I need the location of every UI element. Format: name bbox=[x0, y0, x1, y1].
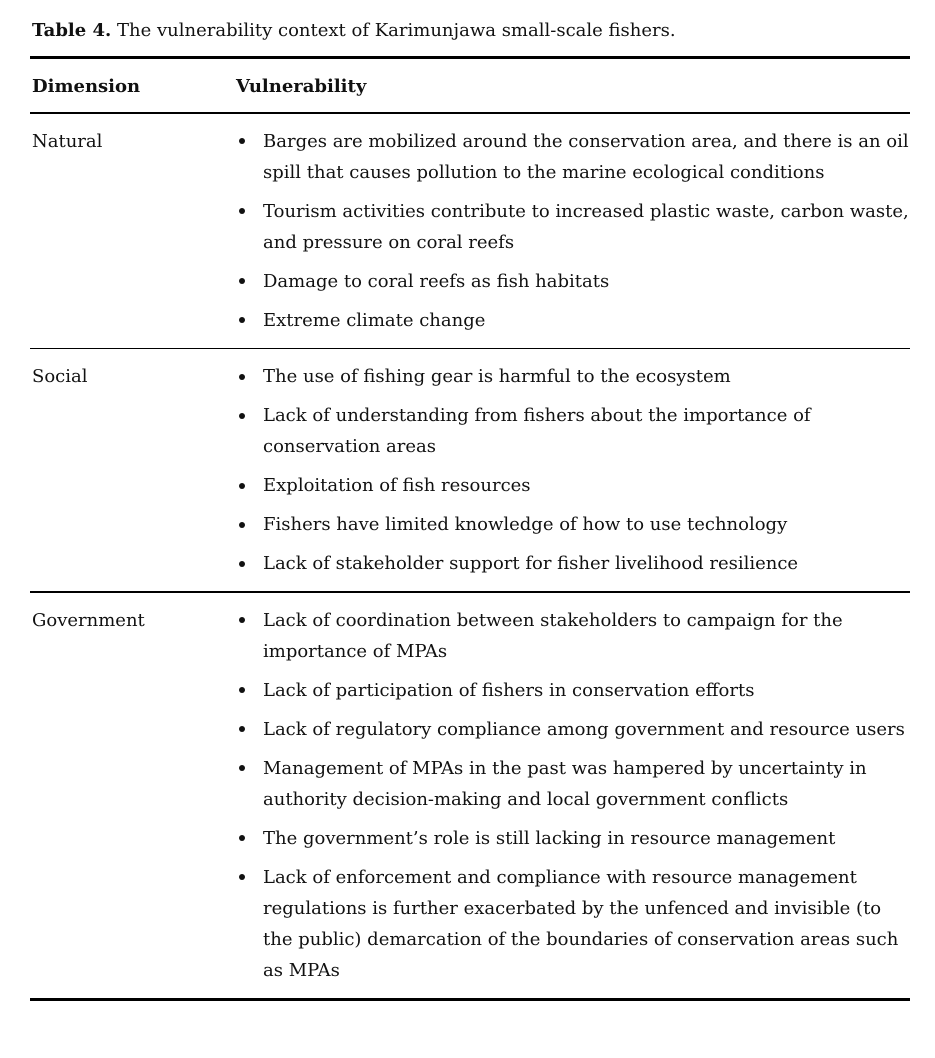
dimension-label-social: Social bbox=[32, 366, 88, 387]
list-item bbox=[236, 400, 910, 462]
column-header-vulnerability: Vulnerability bbox=[236, 76, 367, 97]
bullet-icon bbox=[239, 617, 245, 623]
vulnerability-list-social bbox=[236, 361, 910, 579]
list-item bbox=[236, 266, 910, 297]
list-item-text: The government’s role is still lacking in resource management bbox=[263, 827, 836, 849]
bullet-icon bbox=[239, 687, 245, 693]
list-item bbox=[236, 714, 910, 745]
bullet-icon bbox=[239, 561, 245, 567]
list-item bbox=[236, 605, 910, 667]
list-item bbox=[236, 126, 910, 188]
list-item-text: Lack of participation of fishers in conservation efforts bbox=[263, 679, 755, 701]
table-caption-label: Table 4. bbox=[32, 20, 112, 41]
list-item-text: Management of MPAs in the past was hampered by uncertainty in authority decision-making and local government conflicts bbox=[263, 757, 867, 810]
list-item bbox=[236, 196, 910, 258]
bullet-icon bbox=[239, 765, 245, 771]
dimension-label-government: Government bbox=[32, 609, 145, 631]
list-item bbox=[236, 675, 910, 706]
list-item bbox=[236, 305, 910, 336]
list-item-text: Tourism activities contribute to increased plastic waste, carbon waste, and pressure on coral reefs bbox=[263, 200, 909, 253]
list-item-text: Lack of enforcement and compliance with resource management regulations is further exacerbated by the unfenced and invisible (to the public) demarcation of the boundaries of conservation areas such as MPAs bbox=[263, 866, 899, 981]
bullet-icon bbox=[239, 138, 245, 144]
list-item bbox=[236, 548, 910, 579]
list-item-text: Lack of stakeholder support for fisher livelihood resilience bbox=[263, 553, 799, 574]
bullet-icon bbox=[239, 278, 245, 284]
list-item-text: Extreme climate change bbox=[263, 309, 486, 331]
table-caption bbox=[30, 18, 910, 44]
list-item bbox=[236, 823, 910, 854]
list-item-text: Fishers have limited knowledge of how to use technology bbox=[263, 514, 788, 535]
list-item bbox=[236, 470, 910, 501]
vulnerability-list-government bbox=[236, 605, 910, 986]
table-row-social bbox=[30, 349, 910, 591]
table-header-row bbox=[30, 59, 910, 112]
list-item-text: Barges are mobilized around the conservation area, and there is an oil spill that causes pollution to the marine ecological conditions bbox=[263, 130, 909, 183]
bullet-icon bbox=[239, 413, 245, 419]
column-header-dimension: Dimension bbox=[32, 76, 141, 97]
list-item-text: Exploitation of fish resources bbox=[263, 475, 531, 496]
table-row-government bbox=[30, 593, 910, 998]
table-bottom-rule bbox=[30, 998, 910, 1001]
table-caption-text: The vulnerability context of Karimunjawa small-scale fishers. bbox=[117, 20, 676, 41]
list-item bbox=[236, 509, 910, 540]
bullet-icon bbox=[239, 374, 245, 380]
bullet-icon bbox=[239, 835, 245, 841]
list-item-text: Lack of coordination between stakeholders to campaign for the importance of MPAs bbox=[263, 609, 843, 662]
list-item-text: Damage to coral reefs as fish habitats bbox=[263, 270, 610, 292]
list-item-text: The use of fishing gear is harmful to the ecosystem bbox=[263, 366, 731, 387]
dimension-label-natural: Natural bbox=[32, 130, 103, 152]
bullet-icon bbox=[239, 874, 245, 880]
list-item bbox=[236, 361, 910, 392]
table-row-natural bbox=[30, 114, 910, 348]
bullet-icon bbox=[239, 483, 245, 489]
bullet-icon bbox=[239, 726, 245, 732]
list-item bbox=[236, 862, 910, 986]
bullet-icon bbox=[239, 208, 245, 214]
list-item bbox=[236, 753, 910, 815]
list-item-text: Lack of regulatory compliance among government and resource users bbox=[263, 718, 905, 740]
bullet-icon bbox=[239, 317, 245, 323]
vulnerability-list-natural bbox=[236, 126, 910, 336]
vulnerability-table bbox=[30, 56, 910, 1001]
list-item-text: Lack of understanding from fishers about the importance of conservation areas bbox=[263, 405, 811, 457]
bullet-icon bbox=[239, 522, 245, 528]
